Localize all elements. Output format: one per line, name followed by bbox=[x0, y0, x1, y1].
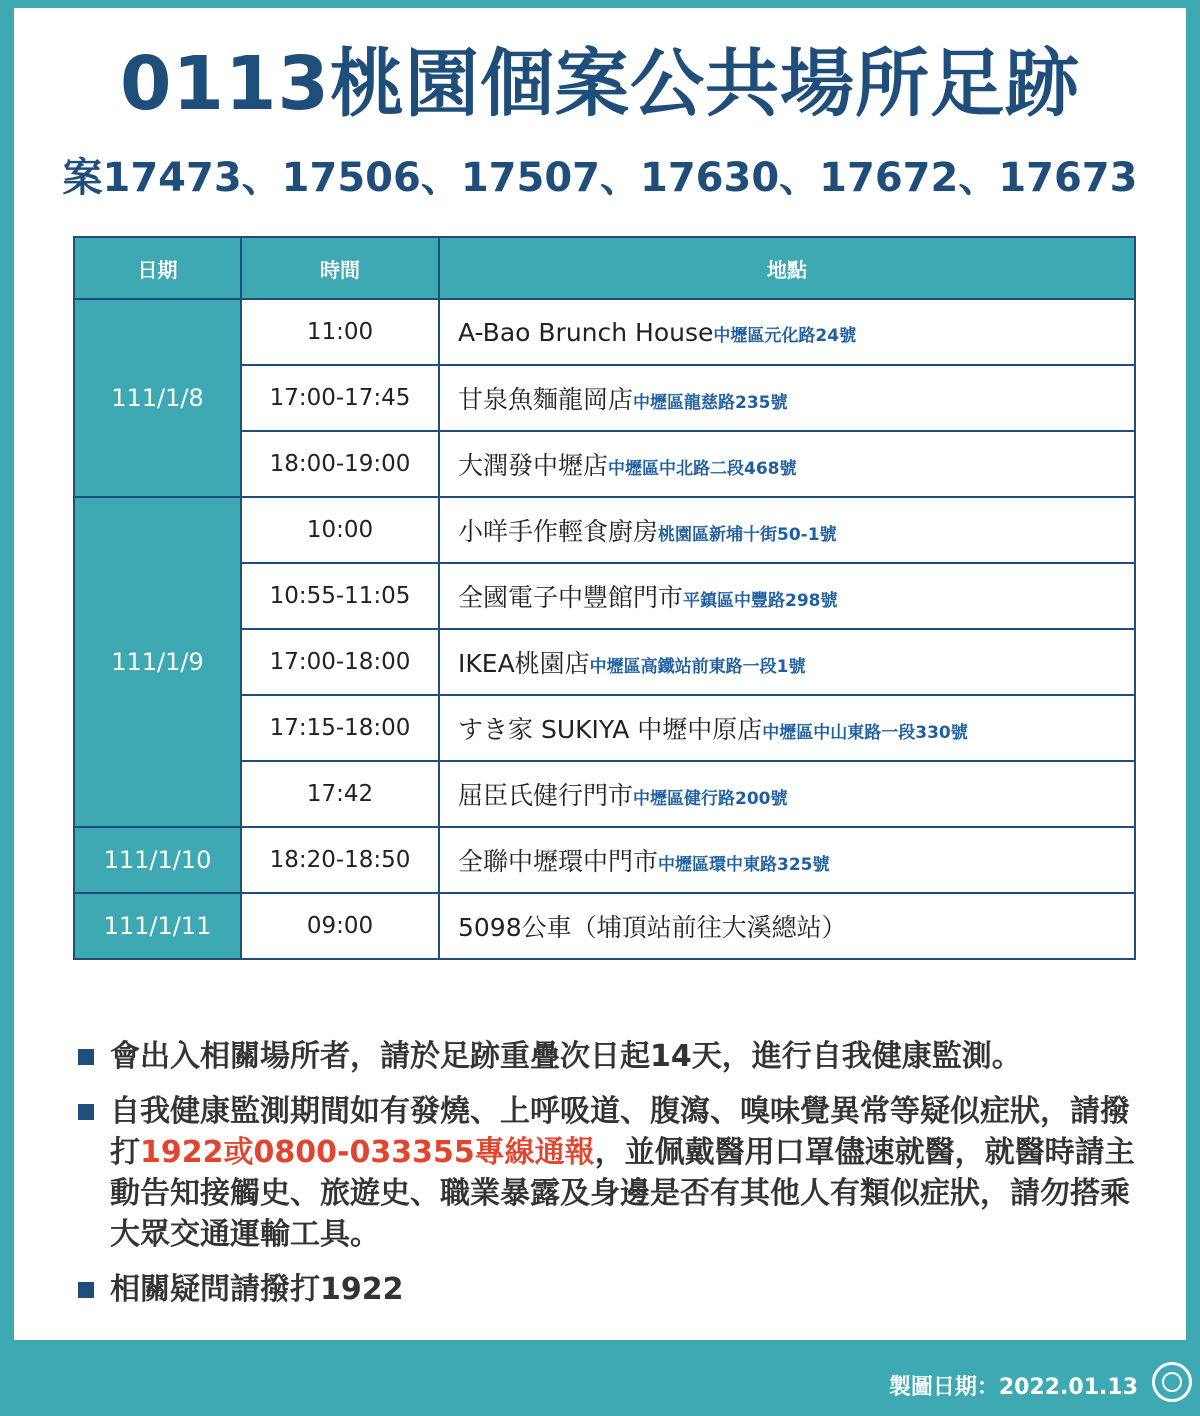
note-text: 相關疑問請撥打1922 bbox=[110, 1272, 404, 1307]
time-cell: 10:55-11:05 bbox=[241, 563, 439, 629]
place-name: すき家 SUKIYA 中壢中原店 bbox=[458, 715, 763, 744]
place-name: 全國電子中豐館門市 bbox=[458, 583, 684, 612]
place-cell bbox=[439, 365, 1135, 431]
time-cell: 17:42 bbox=[241, 761, 439, 827]
square-bullet-icon bbox=[78, 1049, 94, 1065]
date-cell: 111/1/10 bbox=[74, 827, 241, 893]
date-cell: 111/1/8 bbox=[74, 299, 241, 497]
note-text: 自我健康監測期間如有發燒、上呼吸道、腹瀉、嗅味覺異常等疑似症狀，請撥打 bbox=[110, 1094, 1130, 1170]
header-time: 時間 bbox=[241, 237, 439, 299]
table-row bbox=[74, 827, 1135, 893]
square-bullet-icon bbox=[78, 1282, 94, 1298]
place-name: A-Bao Brunch House bbox=[458, 317, 714, 347]
note-self-monitoring bbox=[78, 1036, 1158, 1077]
date-cell: 111/1/11 bbox=[74, 893, 241, 959]
table-row bbox=[74, 893, 1135, 959]
notes-section bbox=[78, 1036, 1158, 1324]
table-row bbox=[74, 497, 1135, 563]
city-seal-icon bbox=[1152, 1362, 1192, 1402]
time-cell: 18:20-18:50 bbox=[241, 827, 439, 893]
time-cell: 18:00-19:00 bbox=[241, 431, 439, 497]
date-cell: 111/1/9 bbox=[74, 497, 241, 827]
time-cell: 09:00 bbox=[241, 893, 439, 959]
table-row bbox=[74, 299, 1135, 365]
place-address: 中壢區中山東路一段330號 bbox=[762, 723, 968, 743]
place-name: 大潤發中壢店 bbox=[458, 451, 609, 480]
place-cell bbox=[439, 629, 1135, 695]
time-cell: 11:00 bbox=[241, 299, 439, 365]
case-numbers: 案17473、17506、17507、17630、17672、17673 bbox=[62, 155, 1138, 201]
place-cell bbox=[439, 827, 1135, 893]
note-text: ，並佩戴醫用口罩儘速就醫，就醫時請主動告知接觸史、旅遊史、職業暴露及身邊是否有其他人有類似症狀，請勿搭乘大眾交通運輸工具。 bbox=[110, 1135, 1135, 1252]
made-date: 製圖日期：2022.01.13 bbox=[888, 1375, 1138, 1400]
place-address: 桃園區新埔十街50-1號 bbox=[658, 525, 837, 545]
place-name: 屈臣氏健行門市 bbox=[458, 781, 634, 810]
time-cell: 17:15-18:00 bbox=[241, 695, 439, 761]
place-name: 甘泉魚麵龍岡店 bbox=[458, 385, 634, 414]
place-cell bbox=[439, 695, 1135, 761]
place-cell bbox=[439, 893, 1135, 959]
place-cell bbox=[439, 497, 1135, 563]
place-name: IKEA桃園店 bbox=[458, 649, 590, 678]
time-cell: 17:00-18:00 bbox=[241, 629, 439, 695]
time-cell: 10:00 bbox=[241, 497, 439, 563]
place-address: 中壢區健行路200號 bbox=[633, 789, 788, 809]
table-body bbox=[74, 299, 1135, 959]
place-address: 中壢區龍慈路235號 bbox=[633, 393, 788, 413]
note-symptoms bbox=[78, 1091, 1158, 1255]
page-title: 0113桃園個案公共場所足跡 bbox=[120, 41, 1080, 127]
note-text: 會出入相關場所者，請於足跡重疊次日起14天，進行自我健康監測。 bbox=[110, 1039, 1022, 1074]
note-inquiries bbox=[78, 1269, 1158, 1310]
place-address: 中壢區環中東路325號 bbox=[658, 855, 830, 875]
place-cell bbox=[439, 299, 1135, 365]
place-address: 中壢區高鐵站前東路一段1號 bbox=[589, 657, 806, 677]
hotline-highlight: 1922或0800-033355專線通報 bbox=[140, 1135, 595, 1170]
place-address: 中壢區元化路24號 bbox=[713, 325, 857, 346]
place-address: 平鎮區中豐路298號 bbox=[683, 591, 838, 611]
footprint-table bbox=[73, 236, 1136, 960]
place-name: 5098公車（埔頂站前往大溪總站） bbox=[458, 913, 847, 942]
header-place: 地點 bbox=[439, 237, 1135, 299]
time-cell: 17:00-17:45 bbox=[241, 365, 439, 431]
place-name: 小咩手作輕食廚房 bbox=[458, 517, 659, 546]
place-cell bbox=[439, 563, 1135, 629]
place-cell bbox=[439, 431, 1135, 497]
place-cell bbox=[439, 761, 1135, 827]
place-address: 中壢區中北路二段468號 bbox=[608, 459, 797, 479]
header-date: 日期 bbox=[74, 237, 241, 299]
place-name: 全聯中壢環中門市 bbox=[458, 847, 659, 876]
footer-bar bbox=[0, 1340, 1200, 1416]
square-bullet-icon bbox=[78, 1104, 94, 1120]
table-header-row bbox=[74, 237, 1135, 299]
